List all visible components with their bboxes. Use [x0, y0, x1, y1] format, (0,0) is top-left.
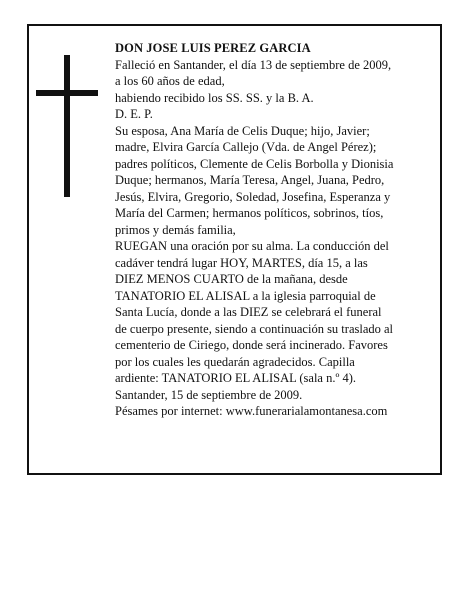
death-line: Falleció en Santander, el día 13 de septiembre de 2009, [115, 57, 392, 72]
cross-icon [36, 55, 98, 197]
family-line: María del Carmen; hermanos políticos, sobrinos, tíos, [115, 206, 384, 220]
ceremony-line: RUEGAN una oración por su alma. La conducción del [115, 239, 389, 253]
family-line: Su esposa, Ana María de Celis Duque; hijo, Javier; [115, 123, 370, 138]
ceremony-line: de cuerpo presente, siendo a continuación su traslado al [115, 321, 394, 336]
family-line: madre, Elvira García Callejo (Vda. de Angel Pérez); [115, 140, 377, 154]
ceremony-line: TANATORIO EL ALISAL a la iglesia parroquial de [115, 288, 376, 303]
cross-horizontal-bar [36, 90, 98, 96]
family-line: primos y demás familia, [115, 222, 236, 237]
ceremony-line: Santa Lucía, donde a las DIEZ se celebrará el funeral [115, 305, 382, 319]
rip-line: D. E. P. [115, 107, 153, 121]
family-line: Jesús, Elvira, Gregorio, Soledad, Josefina, Esperanza y [115, 189, 391, 204]
obituary-text [115, 40, 423, 420]
age-line: a los 60 años de edad, [115, 74, 225, 88]
family-line: Duque; hermanos, María Teresa, Angel, Juana, Pedro, [115, 173, 385, 187]
date-place-line: Santander, 15 de septiembre de 2009. [115, 387, 303, 402]
deceased-name: DON JOSE LUIS PEREZ GARCIA [115, 41, 311, 55]
condolences-line: Pésames por internet: www.funerarialamontanesa.com [115, 404, 388, 418]
ceremony-line: cadáver tendrá lugar HOY, MARTES, día 15, a las [115, 255, 368, 270]
family-line: padres políticos, Clemente de Celis Borbolla y Dionisia [115, 156, 394, 171]
ceremony-line: DIEZ MENOS CUARTO de la mañana, desde [115, 272, 348, 286]
cross-vertical-bar [64, 55, 70, 197]
ceremony-line: cementerio de Ciriego, donde será incinerado. Favores [115, 338, 388, 352]
ceremony-line: ardiente: TANATORIO EL ALISAL (sala n.º 4). [115, 371, 357, 385]
sacraments-line: habiendo recibido los SS. SS. y la B. A. [115, 90, 314, 105]
ceremony-line: por los cuales les quedarán agradecidos. Capilla [115, 354, 355, 369]
